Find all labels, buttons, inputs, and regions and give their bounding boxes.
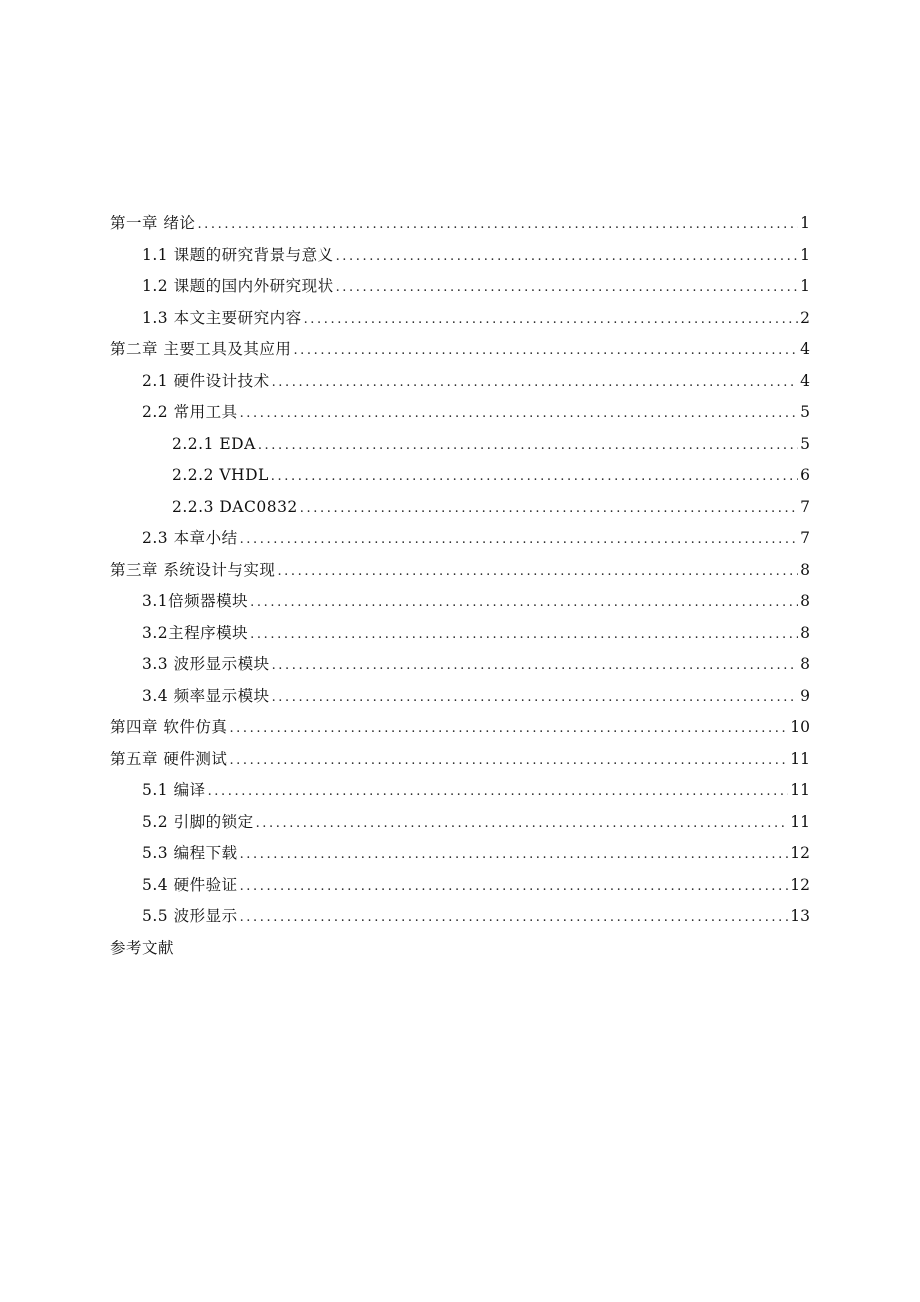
toc-entry-page: 5	[800, 434, 810, 453]
toc-entry-references[interactable]	[110, 933, 810, 965]
dot-leader	[208, 776, 789, 808]
toc-entry-title: 2.2.1 EDA	[172, 434, 256, 453]
toc-entry-title: 1.3 本文主要研究内容	[142, 308, 302, 327]
toc-entry-page: 12	[790, 875, 810, 894]
dot-leader	[336, 272, 799, 304]
toc-entry-page: 6	[800, 466, 810, 484]
toc-entry-title: 3.1倍频器模块	[142, 592, 249, 610]
toc-entry-title: 3.2主程序模块	[142, 623, 249, 642]
toc-entry-title: 第二章 主要工具及其应用	[110, 340, 292, 358]
dot-leader	[300, 493, 798, 525]
toc-entry-page: 8	[800, 560, 810, 579]
toc-entry-3-1[interactable]	[110, 586, 810, 618]
table-of-contents	[110, 208, 810, 964]
toc-entry-title: 2.2.3 DAC0832	[172, 497, 298, 516]
dot-leader	[240, 398, 799, 430]
toc-entry-5-2[interactable]	[110, 807, 810, 839]
toc-entry-title: 第四章 软件仿真	[110, 718, 228, 736]
dot-leader	[240, 871, 789, 903]
toc-entry-1-3[interactable]	[110, 303, 810, 335]
dot-leader	[240, 839, 789, 871]
toc-entry-title: 5.3 编程下载	[142, 844, 238, 862]
toc-entry-title: 第一章 绪论	[110, 214, 196, 232]
toc-entry-2-2-1[interactable]	[110, 429, 810, 461]
toc-entry-page: 4	[800, 371, 810, 390]
dot-leader	[272, 650, 799, 682]
toc-entry-1-1[interactable]	[110, 240, 810, 272]
toc-entry-title: 第五章 硬件测试	[110, 749, 228, 768]
dot-leader	[277, 556, 798, 588]
dot-leader	[250, 619, 798, 651]
toc-entry-title: 2.3 本章小结	[142, 529, 238, 547]
toc-entry-title: 2.2.2 VHDL	[172, 466, 269, 484]
dot-leader	[293, 335, 798, 367]
toc-entry-page: 12	[790, 844, 810, 862]
toc-entry-title: 5.5 波形显示	[142, 907, 238, 925]
toc-entry-3-4[interactable]	[110, 681, 810, 713]
toc-entry-title: 2.1 硬件设计技术	[142, 371, 270, 390]
dot-leader	[229, 745, 788, 777]
dot-leader	[336, 241, 799, 273]
toc-entry-title: 5.1 编译	[142, 781, 206, 799]
toc-entry-page: 7	[800, 497, 810, 516]
toc-entry-2-2-2[interactable]	[110, 460, 810, 492]
dot-leader	[240, 524, 799, 556]
toc-entry-chapter-4[interactable]	[110, 712, 810, 744]
toc-entry-page: 7	[800, 529, 810, 547]
dot-leader	[258, 430, 798, 462]
toc-entry-5-4[interactable]	[110, 870, 810, 902]
toc-entry-page: 4	[800, 340, 810, 358]
toc-entry-page: 5	[800, 403, 810, 421]
toc-entry-page: 2	[800, 308, 810, 327]
toc-entry-2-2[interactable]	[110, 397, 810, 429]
toc-entry-title: 3.3 波形显示模块	[142, 655, 270, 673]
toc-entry-page: 11	[790, 812, 810, 831]
toc-entry-page: 11	[790, 781, 810, 799]
toc-entry-page: 9	[800, 686, 810, 705]
toc-entry-3-2[interactable]	[110, 618, 810, 650]
toc-entry-2-3[interactable]	[110, 523, 810, 555]
dot-leader	[250, 587, 798, 619]
dot-leader	[256, 808, 789, 840]
dot-leader	[271, 461, 798, 493]
dot-leader	[304, 304, 799, 336]
dot-leader	[272, 682, 799, 714]
toc-entry-page: 1	[800, 214, 810, 232]
toc-entry-title: 第三章 系统设计与实现	[110, 560, 276, 579]
dot-leader	[229, 713, 788, 745]
toc-entry-chapter-2[interactable]	[110, 334, 810, 366]
toc-entry-title: 1.2 课题的国内外研究现状	[142, 277, 334, 295]
toc-entry-page: 8	[800, 592, 810, 610]
toc-entry-title: 2.2 常用工具	[142, 403, 238, 421]
toc-entry-title: 5.2 引脚的锁定	[142, 812, 254, 831]
toc-entry-chapter-3[interactable]	[110, 555, 810, 587]
toc-entry-page: 1	[800, 245, 810, 264]
toc-entry-title: 5.4 硬件验证	[142, 875, 238, 894]
toc-entry-2-1[interactable]	[110, 366, 810, 398]
toc-entry-1-2[interactable]	[110, 271, 810, 303]
toc-entry-5-5[interactable]	[110, 901, 810, 933]
toc-entry-title: 3.4 频率显示模块	[142, 686, 270, 705]
toc-entry-page: 1	[800, 277, 810, 295]
toc-entry-page: 13	[790, 907, 810, 925]
toc-entry-chapter-1[interactable]	[110, 208, 810, 240]
toc-entry-5-1[interactable]	[110, 775, 810, 807]
toc-entry-title: 参考文献	[110, 938, 175, 957]
toc-entry-page: 11	[790, 749, 810, 768]
toc-entry-3-3[interactable]	[110, 649, 810, 681]
toc-entry-5-3[interactable]	[110, 838, 810, 870]
toc-entry-chapter-5[interactable]	[110, 744, 810, 776]
dot-leader	[197, 209, 798, 241]
toc-entry-page: 8	[800, 655, 810, 673]
toc-entry-page: 8	[800, 623, 810, 642]
toc-entry-title: 1.1 课题的研究背景与意义	[142, 245, 334, 264]
toc-entry-2-2-3[interactable]	[110, 492, 810, 524]
toc-entry-page: 10	[790, 718, 810, 736]
dot-leader	[240, 902, 789, 934]
dot-leader	[272, 367, 799, 399]
